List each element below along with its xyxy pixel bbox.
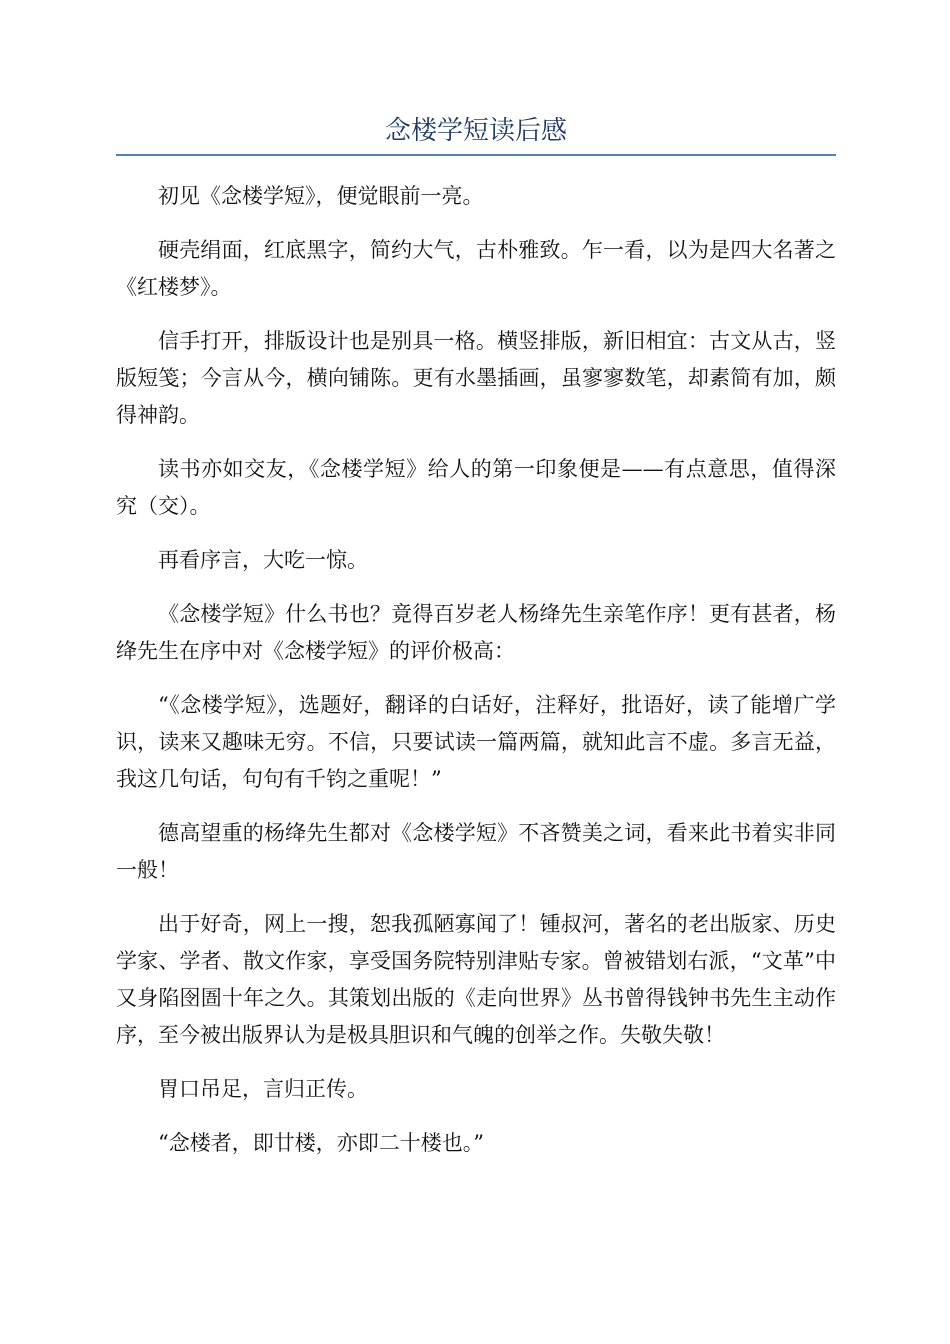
paragraph: 信手打开，排版设计也是别具一格。横竖排版，新旧相宜：古文从古，竖版短笺；今言从今，横向铺陈。更有水墨插画，虽寥寥数笔，却素简有加，颇得神韵。 [116, 329, 836, 427]
paragraph: 再看序言，大吃一惊。 [158, 548, 368, 572]
paragraph: 硬壳绢面，红底黑字，简约大气，古朴雅致。乍一看，以为是四大名著之《红楼梦》。 [116, 238, 836, 299]
paragraph: 读书亦如交友，《念楼学短》给人的第一印象便是——有点意思，值得深究（交）。 [116, 457, 836, 518]
paragraph: 胃口吊足，言归正传。 [158, 1077, 368, 1101]
document-page [116, 108, 836, 1179]
paragraph: 德高望重的杨绛先生都对《念楼学短》不吝赞美之词，看来此书着实非同一般！ [116, 821, 836, 882]
title-underline [116, 154, 836, 156]
paragraph: 出于好奇，网上一搜，恕我孤陋寡闻了！锺叔河，著名的老出版家、历史学家、学者、散文作家，享受国务院特别津贴专家。曾被错划右派，“文革”中又身陷囹圄十年之久。其策划出版的《走向世界》丛书曾得钱钟书先生主动作序，至今被出版界认为是极具胆识和气魄的创举之作。失敬失敬！ [116, 912, 836, 1047]
paragraph: “念楼者，即廿楼，亦即二十楼也。” [158, 1131, 484, 1155]
paragraph: “《念楼学短》，选题好，翻译的白话好，注释好，批语好，读了能增广学识，读来又趣味无穷。不信，只要试读一篇两篇，就知此言不虚。多言无益，我这几句话，句句有千钧之重呢！” [116, 693, 836, 791]
document-title: 念楼学短读后感 [384, 116, 567, 146]
paragraph: 《念楼学短》什么书也？竟得百岁老人杨绛先生亲笔作序！更有甚者，杨绛先生在序中对《念楼学短》的评价极高： [116, 602, 836, 663]
document-body [116, 178, 836, 1162]
paragraph: 初见《念楼学短》，便觉眼前一亮。 [158, 184, 484, 208]
